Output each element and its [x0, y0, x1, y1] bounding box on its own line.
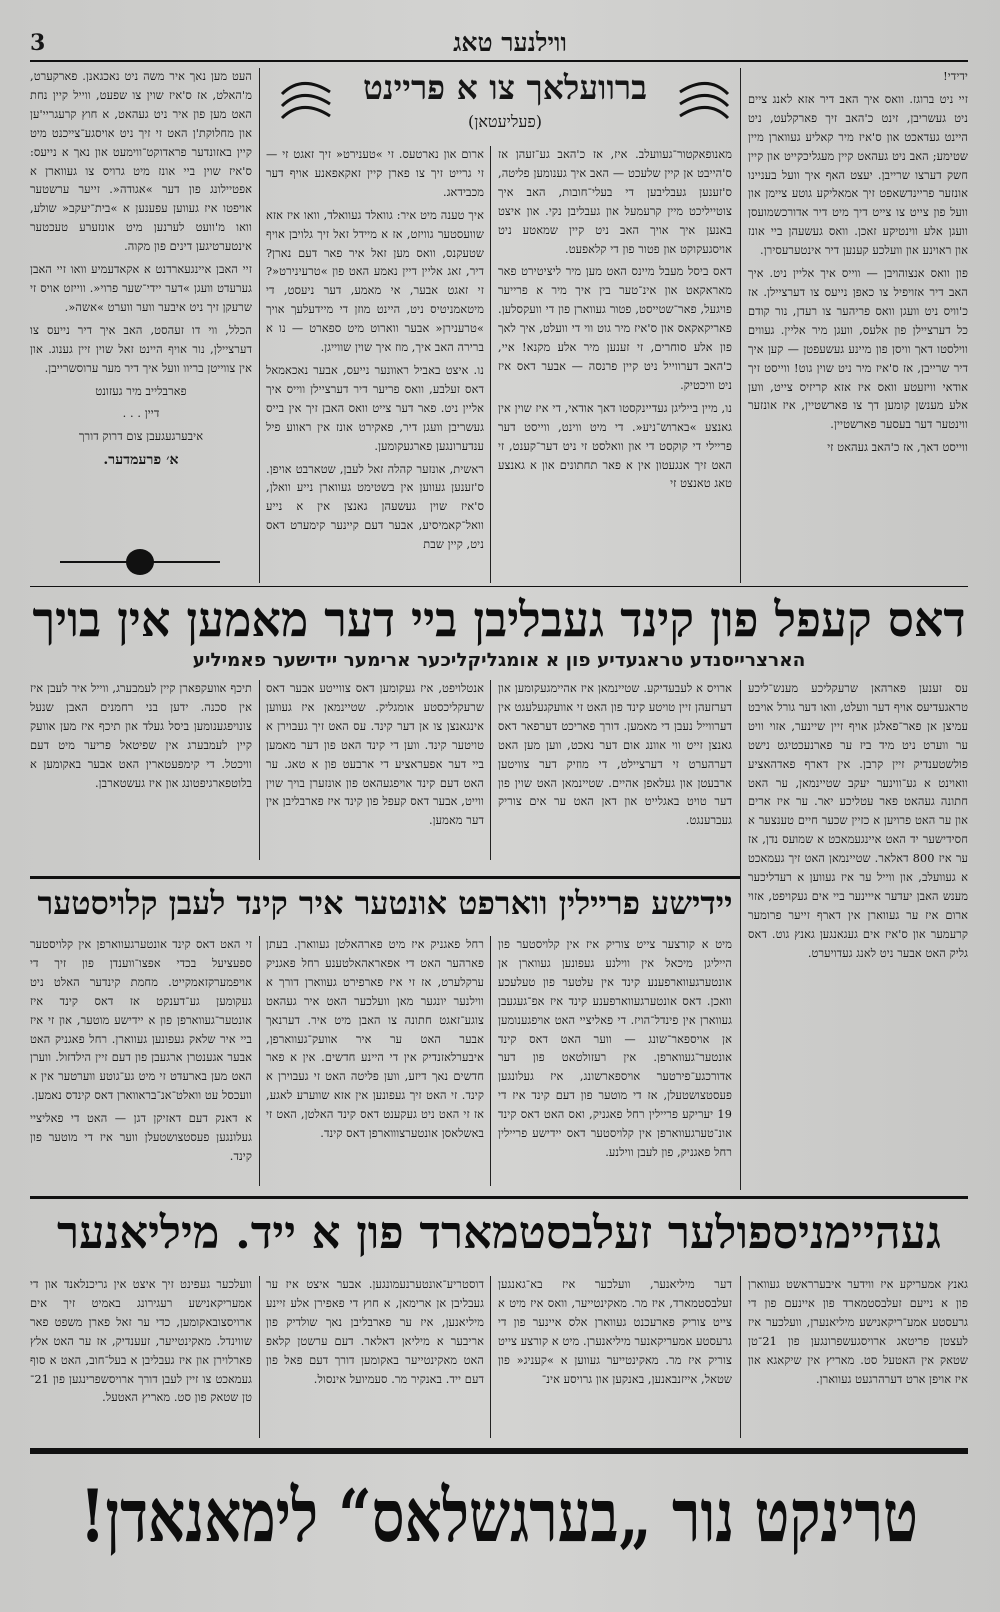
column-rule [490, 1276, 491, 1438]
paragraph: א דאנק דעם דאזיקן דגן — האט די פאליציי געלונגען פעסטצושטעלן ווער איז די מוטער פון קינד. [30, 1112, 252, 1163]
end-ornament [60, 555, 220, 569]
byline: א׳ פרעמדער. [103, 452, 179, 469]
story1-column-4: תיכף אוועקפארן קיין לעמבערג, ווייל איר לעבן איז אין סכנה. ידען בני רחמנים האבן שנעל צונויפגענומען ביסל געלד און תיכף איז מען אוועק קיין לעמבערג אין שפיטאל פריער מיט דעם וויכטל. די קימפעטארין האט אבער באקומען א בלוטפארגיפטונג און איז געשטארבן. [30, 682, 252, 790]
story2-headline: יידישע פריילין ווארפט אונטער איר קינד לעבן קלויסטער [37, 884, 733, 922]
feuilleton-subtitle: (פעליעטאן) [468, 112, 542, 131]
paragraph: איך טענה מיט איר: גוואלד געוואלד, וואו איז אזא שוועסטער גוויזט, אז א מיידל זאל זיך גלויבן אויף שטעקנס, וואס מען זאל איר פאר דעם נארן? דיר, זאג אליין דיין נאמע האט פון »טרעינירט«? זי זאגט אבער, אי מאמע, דער ניעסט, די מיטאמניטיס ניט, היינט מוזן די מיידעלעך אויך »טרענירן« אבער ווארוט מיט ספארט — נו א ברירה האב איך, מוז איך שוין שווייגן. [266, 208, 484, 355]
story2-column-2: רחל פאגניק איז מיט פארהאלטן געווארן. בעתן פארהער האט די אפאראהאלטענע רחל פאגניק ערקלערט, אז זי איז פארפירט געווארן דורך א ווילנער יונגער מאן וועלכער האט איר געהאט צוגע־זאגט חתונה צו האבן מיט איר. דערנאך אבער האט ער איר אוועק־געווארפן, איבערלאזנדיק אין די היינע חדשים. אין א פאר חדשים נאך דיזע, ווען פליטה האט זי געבוירן א קינד. זי האט זיך געפונען אין אזא שווערע לאגע, אז זי האט ניט געקענט דאס קינד האלטן, האט זי באשלאסן אונטערצוווארפן דאס קינד. [266, 938, 484, 1141]
paragraph: זיי האבן איינגעארדנט א אקאדעמיע וואו זיי האבן גערעדט וועגן »דער יידי־שער פרוי«. ווייזט אויס זי שרעקן זיך ניט איבער ווער ווערט »אשה«. [30, 263, 252, 314]
story1-headline: דאס קעפל פון קינד געבליבן ביי דער מאמען אין בויך [32, 590, 966, 648]
paragraph: נו, מיין בייליגן געדיינקסטו דאך אודאי, די איז שוין אין גאנצע »בארוש־ניע«. די מיט ווינט, ווייסט דער פריילי די קוקסט די און וואלסט זי ניט דער־קענט, זי האט זיך אנגעטון אין א פאר תחתונים און א גאנצע טאג טאנצט זי [498, 401, 732, 491]
column-rule [259, 936, 260, 1186]
story1-subhead: הארצרייסנדע טראגעדיע פון א אומגליקליכער ארימער יידישער פאמיליע [192, 650, 806, 671]
letter-opening-column [748, 68, 968, 578]
paragraph: זיי ניט ברוגז. וואס איך האב דיר אזא לאנג ציים ניט געשריבן, זינט כ'האב זיך פארקלעט, ניט היינט געדאכט און ס'איז מיר קאליע געווארן מיין שטימע; האב ניט געהאט קיין מעגליכקייט און קיין חשק דערצו שרייבן. יעצט האף איך וועל בעניינו אונזער פריינדשאפט זיך אמאליקע גוטע ציימן און וועל פון צייט צו צייט דיך מיט דיר אדורכשמועסן וועגן אלע ווינטיקע זאכן. וואס געשעהן ביי אונז און ראוינע און וועלכע קענען דיר אינטערעסירן. [748, 92, 968, 258]
feuilleton-column-3 [30, 68, 252, 498]
advert-text: טרינקט נור „בערגשלאס“ לימאנאדן! [79, 1473, 919, 1559]
paragraph: הכלל, ווי דו זעהסט, האב איך דיר נייעס צו דערציילן, נור אויף היינט זאל שוין זיין גענוג. און אין צווייטן בריוו וועל איך דיר מער ערוסשרייבן. [30, 323, 252, 375]
paragraph: ארום און נארטעס. זי »טענירט« זיך זאגט זי — זי גרייט זיך צו פארן קיין זאקאפאנע אויף דער מכבידאג. [266, 148, 484, 199]
paragraph: דאס ביסל מעבל מיינס האט מען מיר ליציטירט פאר מאראקאט און אינ־טער בין איך מיר א פרייער פויגעל, פאר־שטייסט, פטור געווארן פון די וועקסלען. פאריקאקאס און ס'איז מיר גוט ווי די וועלט, איך לאך פון אלע סוחרים, זי זענען מיר אלע מקנא! איי, כ'האב דערווייל ניט קיין פרנסה — אבער דאס איז ניט וויכטיק. [498, 265, 732, 392]
paragraph: נו. איצט באביל ראוונער נייעס, אבער נאכאמאל דאס זעלבע, וואס פריער דיר דערציילן ווייס איך אליין ניט. פאר דער צייט וואס האבן זיך אין בייס געשריבן וועגן דיר, פאקירט אונז אין ראווע פיל ענדערונגען פארגעקומען. [266, 363, 484, 453]
header-rule [30, 60, 968, 62]
story3-headline: געהיימניספולער זעלבסטמארד פון א ייד. מיליאנער [57, 1206, 941, 1259]
byline-note: איבערגעגעבן צום דרוק דורך [78, 430, 204, 444]
column-rule [259, 680, 260, 860]
feuilleton-column-1 [498, 146, 732, 583]
column-rule [740, 1276, 741, 1438]
page-number: 3 [30, 30, 46, 56]
story3-column-3: דוסטריע־אונטערנעמונגען. אבער איצט איז ער געבליבן אן ארימאן, א חוץ די פאפירן אלע זיינע מיליאנען, איז ער פארבליבן נאך שולדיק פון אריבער א מיליאן דאלאר. דעם ערשטן קלאפ האט מאקינטייער באקומען דורך דעם פאל פון דעם ייד. באנקיר מר. סעמיועל אינסול. [266, 1278, 484, 1386]
column-rule [490, 680, 491, 860]
column-rule [490, 146, 491, 583]
story3-column-2: דער מיליאנער, וועלכער איז בא־גאנגען זעלבסטמארד, איז מר. מאקינטייער, וואס איז מיט א צייט צוריק פארעכנט געווארן אלס איינער פון די גרעסטע אמעריקאנער מיליאנערן. מיט א קורצע צייט צוריק איז מר. מאקינטייער געווען א »קעניג« פון שטאל, אייזנבאנען, באנקען און גרויסע אינ־ [498, 1278, 732, 1386]
column-rule [259, 68, 260, 583]
closing: דיין . . . [122, 407, 160, 421]
column-rule [740, 680, 741, 860]
masthead: ווילנער טאג [453, 28, 567, 57]
section-rule [30, 586, 968, 587]
column-rule [740, 860, 741, 1190]
feuilleton-title: ברוועלאך צו א פריינט [362, 68, 648, 107]
paragraph: ווייסט דאך, אז כ'האב געהאט זי [827, 441, 968, 455]
paragraph: פון וואס אנצוהויבן — ווייס איך אליין ניט. איך האב דיר אזויפיל צו כאפן נייעס צו דערציילן. אז כ'וויס ניט וועגן וואס פריהער צו רעדן, נור קודם כל דערציילן פון אלעס, וועגן מיר אליין. געווים ווילסטו דאך וויסן פון מיינע געשעפטן — קען איך דיר שרייבן, אז ס'איז מיר ניט שוין גוט! ווייסט זיך אודאי וויזעטע וואס איז אזא קריזיס צייט, ווען אלע מענשן קומען דך צו פארשטיין, איז אונזער ווינטער דער בעסער פארשטיין. [748, 267, 968, 432]
section-rule [30, 1196, 968, 1199]
story1-column-3: אנטלויפט, איז געקומען דאס צווייטע אבער דאס שרעקליכסטע אומגליק. שטיינמאן איז געווען אינגאנצן צו אן דער קינד. עס האט זיך געבוירן א טויטער קינד. ווען די קינד האט פון דער מאמען ביי דער אפעראציע די ארבעט פון א טאג. ער האט דעם קינד אויפגעהאט פון אונזערן בויך שוין ווייט, אבער דאס קעפל פון קינד איז פארבליבן אין דער מאמען. [266, 682, 484, 828]
story2-column-1: מיט א קורצער צייט צוריק איז אין קלויסטער פון הייליגן מיכאל אין ווילנע געפונען געווארן אן אונטערגעווארפענע קינד אין עלטער פון טעלעכע וואכן. דאס אונטערגעווארפענע קינד איז אפ־געגעבן געווארן אין פינדל־הויז. די פאליציי האט אויפגענומען אן אויספאר־שונג — ווער האט דאס קינד אונטער־געווארפן. אין רעזולטאט פון דער אדורכגע־פירטער אויספארשונג, איז געלונגען פעסטצושטעלן, אז די מוטער פון דעם קינד איז די 19 יעריקע פריילין רחל פאגניק, ואס האט דאס קינד אונ־טערגעווארפן אין קלויסטער דאס יידישע פריילין רחל פאגניק, פון לעבן ווילנע. [498, 938, 732, 1159]
story3-column-1: גאנץ אמעריקע איז ווידער איבערראשט געווארן פון א נייעם זעלבסטמארד פון איינעם פון די גרעסטע אמע־ריקאנישע מיליאנערן, וועלכער איז לעצטן פריטאג ארויסגעשפרונגען פון 21־טן שטאק אין האטעל סט. מאריץ אין שיקאגא און איז אויפן ארט דערהרגעט געווארן. [748, 1278, 968, 1386]
column-rule [740, 68, 741, 583]
paragraph: מאנופאקטור־געוועלב. איז, אז כ'האב גע־זעהן אז ס'הייבט אן קיין שלעכט — האב איך גענומען פליטה, ס'זענען געבליבען די בעלי־חובות, האב איך צוטייליכט מיין קרעמעל און געבליבן נקי. און איצט באנען איך אויך האב ניט קיין שמאטע ניט אויסגעקוקט און פטור פון די קלאפעט. [498, 148, 732, 256]
paragraph: ראשית, אונזער קהלה זאל לעבן, שטארבט אויפן. ס'זענען געווען אין בשטימט געווארן נייע וואלן, ס'איז שוין געשעהן גאנצן אין א נייע וואל־קאמיסיע, אבער דעם קיינער קימערט דאס ניט, קיין שבת [266, 462, 484, 552]
feuilleton-banner [278, 66, 732, 142]
closing: פארבלייב מיר געזונט [95, 384, 187, 398]
feuilleton-column-2 [266, 146, 484, 583]
paragraph: זי האט דאס קינד אונטערגעווארפן אין קלויסטער ספעציעל בכדי אפצו־ווענדן פון זיך די אויפמערקזאמקייט. מחמת קינדער האלט ניט געקומען גע־דענקט אז דאס קינד איז אונטער־געווארפן פון א יידישע מוטער, און זי איז ביי איר שלאק געפונען געווארן. רחל פאגניק האט אבער אגענטרן ארגעבן פון דעם זיין הילדזול. ווערן האט מען בארעדט זי מיט גע־גוטע ווערטער אין א וועכסל עט וואלט־אנ־בראווארן דאס קינדס נאמען. [30, 938, 252, 1103]
column-rule [490, 936, 491, 1186]
advert-rule [30, 1448, 968, 1454]
section-rule [30, 876, 740, 879]
story2-column-3 [30, 936, 252, 1186]
story1-column-2: ארויס א לעבעדיקע. שטיינמאן איז אהיימגעקומען און דערזעהן זיין טויטע קינד פון האט זי אוועקגעלעגט אין דערווייל נעבן די מאמען. דורך פאריכט דערפאר דאס גאנצן זייט ווי אוונג אום דער נאכט, ווען מען האט דערהערט זי דערציילט, די מוזיק דער צוויטען ארבעטן און געלאפן אהיים. שטיינמאן האט שוין פון דער טויט באגלייט און דאן האט ער אים צוריק געברענגט. [498, 682, 732, 828]
story1-column-1: עס זענען פארהאן שרעקליכע מענש־ליכע טראגעדיעס אויף דער וועלט, וואו דער גורל אויבט עמיצן אן פאר־פאלגן אויף זיין שיינער, אזוי וויט ער ווערט ניט מיד ביז ער פארנעכטיגט נישט פולשטענדיק זיין קרבן. אין דארף פאדהאציע וואוינט א גע־ווינער יעקב שטיינמאן, ער האט חתונה געהאט פאר עטליכע יאר. ער איז ארים און ער האט פרויען א כזיין שכער חיים טענצער א חסידישער יד האט איינגעמאכט א שמועס נדן, אז ער איז 800 דאלאר. שטיינמאן האט זיך געמאכט א געוועלב, און ווייל ער איז געווען א רעדליכער מענש האבן יעדער אייינער ביי אים געקויפט, אזוי ארום איז ער געווארן אין דארף זייער פרומער קרעמער און ס'איז אים געגאנגען גאנץ גוט. דאס גליק האט אבער ניט לאנג געדויערט. [748, 682, 968, 960]
salutation: ידידי! [943, 70, 968, 83]
column-rule [259, 1276, 260, 1438]
paragraph: העט מען נאך איר משה ניט נאכגאנן. פארקערט, מ'האלט, אז ס'איז שוין צו שפעט, ווייל קיין נחת האט מען פון איר ניט געהאט, א חוץ קרעגריי'ען און מחלוקת'ן האט זי זיך ניט אויסגע־צייכנט מיט קיין באזונדער פראדוקט־ווימעט און נאך א נייעס: ס'איז שוין ביי אונז מיט גרויס צו געווארן א אפטיילונג פון דער »אגודה«. זייער ערשטער אויפטו איז געווען עפענען א »בית־יעקב« שולע, וואו מ'וועט לערנען מיט אונזערע טעכטער אינטערטיגען דינים פון מקוה. [30, 70, 252, 254]
story3-column-4: וועלכער געפינט זיך איצט אין גריכנלאנד און די אמעריקאנישע רעגירונג באמיט זיך אים ארויסצובאקומען, כדי ער זאל פארן משפט פאר שווינדל. מאקינטייער, זעענדיק, אז ער האט אלץ פארלוירן און איז געבליבן א בעל־חוב, האט א סוף געמאכט צו זיין לעבן דורך ארויסשפרינגען פון 21־טן שטאק פון סט. מאריץ האטעל. [30, 1278, 252, 1405]
